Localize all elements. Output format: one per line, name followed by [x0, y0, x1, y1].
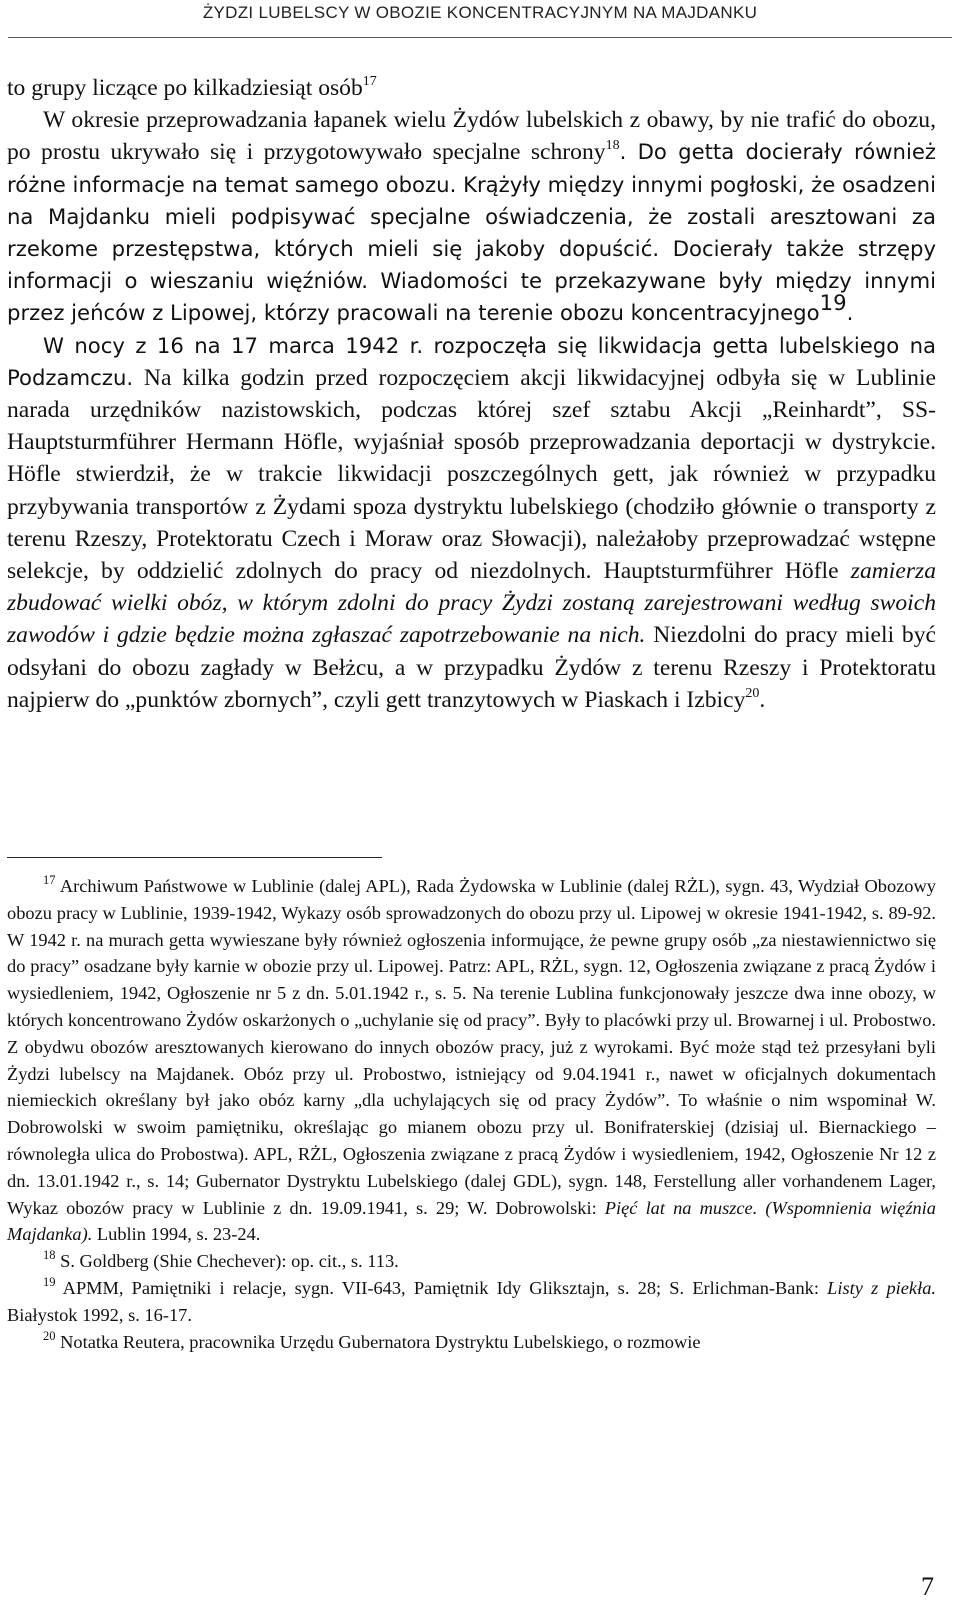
paragraph-2-part-c: . [846, 300, 854, 326]
footnote-divider [7, 857, 382, 858]
footnote-number: 19 [43, 1274, 56, 1289]
paragraph-2 [7, 104, 936, 329]
paragraph-2-part-a: W okresie przeprowadzania łapanek wielu Żydów lubelskich z obawy, by nie trafić do obozu, po prostu ukrywało się i przygotowywało specjalne schrony [7, 107, 936, 166]
footnote-number: 17 [43, 873, 56, 887]
footnote-number: 20 [43, 1328, 56, 1343]
footnote-tail: Białystok 1992, s. 16-17. [7, 1304, 192, 1325]
footnote-number: 18 [43, 1248, 56, 1263]
paragraph-3-part-e: . [759, 686, 766, 713]
footnotes [7, 873, 936, 1355]
paragraph-3-part-b: Na kilka godzin przed rozpoczęciem akcji likwidacyjnej odbyła się w Lublinie narada urzędników nazistowskich, podczas której szef sztabu Akcji „Reinhardt”, SS-Hauptsturmführer Hermann Höfle, wyjaśniał sposób przeprowadzania deportacji w dystrykcie. Höfle stwierdził, że w trakcie likwidacji poszczególnych gett, jak również w przypadku przybywania transportów z Żydami spoza dystryktu lubelskiego (chodziło głównie o transporty z terenu Rzeszy, Protektoratu Czech i Moraw oraz Słowacji), należałoby przeprowadzać wstępne selekcje, by oddzielić zdolnych do pracy od niezdolnych. Hauptsturmführer Höfle [7, 364, 936, 585]
footnote-ref-17[interactable]: 17 [362, 74, 377, 89]
footnote-17 [7, 873, 936, 1248]
running-header: ŻYDZI LUBELSCY W OBOZIE KONCENTRACYJNYM NA MAJDANKU [202, 3, 758, 22]
paragraph-1 [7, 72, 936, 104]
footnote-text: Archiwum Państwowe w Lublinie (dalej APL), Rada Żydowska w Lublinie (dalej RŻL), sygn. 43, Wydział Obozowy obozu pracy w Lublinie, 1939-1942, Wykazy osób sprowadzonych do obozu przy ul. Lipowej w okresie 1941-1942, s. 89-92. W 1942 r. na murach getta wywieszane były również ogłoszenia informujące, że pewne grupy osób „za niestawiennictwo się do pracy” osadzane były karnie w obozie przy ul. Lipowej. Patrz: APL, RŻL, sygn. 12, Ogłoszenia związane z pracą Żydów i wysiedleniem, 1942, Ogłoszenie nr 5 z dn. 5.01.1942 r., s. 5. Na terenie Lublina funkcjonowały jeszcze dwa inne obozy, w których koncentrowano Żydów oskarżonych o „uchylanie się od pracy”. Były to placówki przy ul. Browarnej i ul. Probostwo. Z obydwu obozów aresztowanych kierowano do innych obozów pracy, już z wyrokami. Być może stąd też przesyłani byli Żydzi lubelscy na Majdanek. Obóz przy ul. Probostwo, istniejący od 9.04.1941 r., nawet w oficjalnych dokumentach niemieckich określany był jako obóz karny „dla uchylających się od pracy Żydów”. To właśnie o nim wspominał W. Dobrowolski w swoim pamiętniku, określając go mianem obozu przy ul. Bonifraterskiej (dzisiaj ul. Biernackiego – równoległa ulica do Probostwa). APL, RŻL, Ogłoszenia związane z pracą Żydów i wysiedleniem, 1942, Ogłoszenie Nr 12 z dn. 13.01.1942 r., s. 14; Gubernator Dystryktu Lubelskiego (dalej GDL), sygn. 148, Ferstellung aller vorhandenem Lager, Wykaz obozów pracy w Lublinie z dn. 19.09.1941, s. 29; W. Dobrowolski: [7, 876, 936, 1218]
paragraph-1-text: to grupy liczące po kilkadziesiąt osób [7, 75, 363, 101]
footnote-text: APMM, Pamiętniki i relacje, sygn. VII-643, Pamiętnik Idy Gliksztajn, s. 28; S. Erlichman-Bank: [62, 1277, 828, 1298]
footnote-text: S. Goldberg (Shie Chechever): op. cit., s. 113. [60, 1251, 399, 1272]
main-text [7, 72, 936, 716]
footnote-tail: Lublin 1994, s. 23-24. [92, 1224, 261, 1245]
footnote-ref-19[interactable]: 19 [819, 290, 847, 316]
footnote-ref-20[interactable]: 20 [745, 685, 760, 701]
paragraph-3-quote: zamierza zbudować wielki obóz, w którym zdolni do pracy Żydzi zostaną zarejestrowani według swoich zawodów i gdzie będzie można zgłaszać zapotrzebowanie na nich. [7, 558, 936, 649]
footnote-20 [7, 1329, 936, 1356]
footnote-19 [7, 1275, 936, 1329]
paragraph-2-part-b: . Do getta docierały również różne informacje na temat samego obozu. Krążyły między innymi pogłoski, że osadzeni na Majdanku mieli podpisywać specjalne oświadczenia, że zostali aresztowani za rzekome przestępstwa, których mieli się jakoby dopuścić. Docierały także strzępy informacji o wieszaniu więźniów. Wiadomości te przekazywane były między innymi przez jeńców z Lipowej, którzy pracowali na terenie obozu koncentracyjnego [7, 139, 937, 326]
footnote-18 [7, 1248, 936, 1275]
paragraph-3 [7, 330, 936, 716]
page-number: 7 [921, 1572, 934, 1601]
paragraph-3-part-a: W nocy z 16 na 17 marca 1942 r. rozpoczęła się likwidacja getta lubelskiego na Podzamczu. [7, 332, 936, 390]
footnote-title: Listy z piekła. [827, 1277, 936, 1298]
paragraph-3-part-d: Niezdolni do pracy mieli być odsyłani do obozu zagłady w Bełżcu, a w przypadku Żydów z terenu Rzeszy i Protektoratu najpierw do „punktów zbornych”, czyli gett tranzytowych w Piaskach i Izbicy [7, 622, 936, 713]
footnote-title: Pięć lat na muszce. (Wspomnienia więźnia Majdanka). [7, 1197, 936, 1245]
footnote-text: Notatka Reutera, pracownika Urzędu Gubernatora Dystryktu Lubelskiego, o rozmowie [60, 1331, 701, 1352]
header-divider [8, 37, 952, 38]
footnote-ref-18[interactable]: 18 [605, 138, 620, 154]
